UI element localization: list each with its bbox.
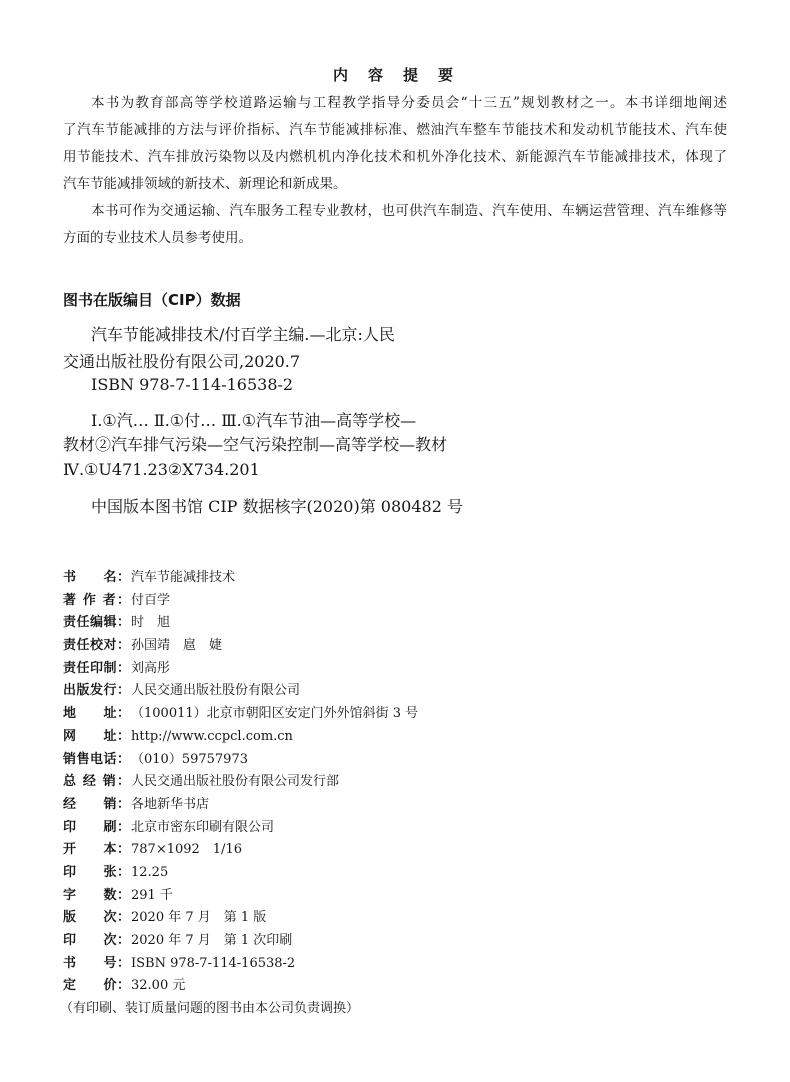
- summary-body: [63, 90, 727, 252]
- impression-row: [63, 930, 743, 953]
- colophon-value: 汽车节能减排技术: [131, 570, 236, 585]
- dealer-row: [63, 794, 743, 817]
- colophon-value: （100011）北京市朝阳区安定门外外馆斜街 3 号: [131, 706, 419, 722]
- colophon-label: 书 号：: [63, 955, 130, 971]
- word-count-row: [63, 885, 743, 908]
- editor-row: [63, 612, 743, 635]
- publisher-row: [63, 680, 743, 703]
- colophon-value: 2020 年 7 月 第 1 版: [131, 910, 267, 926]
- summary-paragraph-1-line-3: 用节能技术、汽车排放污染物以及内燃机机内净化技术和机外净化技术、新能源汽车节能减排技术，体现了: [63, 149, 727, 165]
- print-supervisor-row: [63, 658, 743, 681]
- colophon-value: 北京市密东印刷有限公司: [131, 819, 275, 835]
- colophon-value: 人民交通出版社股份有限公司发行部: [131, 774, 340, 790]
- summary-paragraph-2-line-1: 本书可作为交通运输、汽车服务工程专业教材，也可供汽车制造、汽车使用、车辆运营管理、汽车维修等: [91, 203, 727, 219]
- colophon-label: 责任印制：: [63, 660, 130, 676]
- colophon-label: 网 址：: [63, 728, 130, 744]
- colophon-value: http://www.ccpcl.com.cn: [131, 728, 293, 744]
- proofreader-row: [63, 635, 743, 658]
- colophon-value: （010）59757973: [131, 751, 248, 767]
- colophon-label: 销售电话：: [63, 751, 130, 767]
- colophon-value: ISBN 978-7-114-16538-2: [131, 955, 296, 971]
- colophon-label: 印 刷：: [63, 819, 130, 835]
- colophon-label: 责任校对：: [63, 638, 130, 654]
- summary-paragraph-2-line-2: 方面的专业技术人员参考使用。: [63, 230, 252, 246]
- cip-line-subjects-2: 教材②汽车排气污染—空气污染控制—高等学校—教材: [63, 435, 448, 454]
- cip-line-record-number: 中国版本图书馆 CIP 数据核字(2020)第 080482 号: [91, 497, 463, 516]
- colophon-label: 书 名：: [63, 570, 130, 585]
- colophon-label: 地 址：: [63, 706, 130, 722]
- summary-paragraph-1-line-4: 汽车节能减排领域的新技术、新理论和新成果。: [63, 176, 347, 192]
- colophon-label: 字 数：: [63, 887, 130, 903]
- cip-line-title-author: 汽车节能减排技术/付百学主编.—北京:人民: [91, 325, 395, 344]
- address-row: [63, 703, 743, 726]
- colophon-value: 付百学: [131, 592, 171, 608]
- colophon-value: 人民交通出版社股份有限公司: [131, 683, 301, 699]
- colophon-label: 开 本：: [63, 842, 130, 858]
- colophon-value: 各地新华书店: [131, 796, 210, 812]
- colophon-value: 12.25: [131, 864, 169, 880]
- summary-paragraph-1-line-2: 了汽车节能减排的方法与评价指标、汽车节能减排标准、燃油汽车整车节能技术和发动机节能技术、汽车使: [63, 122, 727, 138]
- colophon-value: 孙国靖 扈 婕: [131, 638, 223, 654]
- general-distributor-row: [63, 771, 743, 794]
- author-row: [63, 590, 743, 613]
- colophon: [60, 567, 743, 1021]
- colophon-label: 印 次：: [63, 933, 130, 948]
- colophon-label: 总 经 销：: [63, 774, 130, 790]
- edition-row: [63, 907, 743, 930]
- cip-line-publisher-date: 交通出版社股份有限公司,2020.7: [63, 352, 301, 371]
- sales-phone-row: [63, 749, 743, 772]
- colophon-value: 时 旭: [131, 615, 171, 631]
- cip-heading: 图书在版编目（CIP）数据: [63, 291, 241, 309]
- website-row: [63, 726, 743, 749]
- colophon-label: 经 销：: [63, 796, 130, 812]
- book-title-row: [63, 567, 743, 590]
- cip-line-subjects-1: Ⅰ.①汽… Ⅱ.①付… Ⅲ.①汽车节油—高等学校—: [91, 411, 417, 430]
- colophon-label: 出版发行：: [63, 683, 130, 699]
- quality-note: （有印刷、装订质量问题的图书由本公司负责调换）: [60, 1001, 360, 1017]
- printer-row: [63, 817, 743, 840]
- isbn-row: [63, 953, 743, 976]
- summary-heading: 内容提要: [333, 66, 474, 84]
- cip-line-isbn: ISBN 978-7-114-16538-2: [91, 375, 294, 394]
- colophon-label: 著 作 者：: [63, 592, 130, 608]
- colophon-value: 291 千: [131, 887, 173, 903]
- colophon-value: 32.00 元: [131, 978, 186, 994]
- printed-sheets-row: [63, 862, 743, 885]
- price-row: [63, 975, 743, 998]
- cip-line-classification: Ⅳ.①U471.23②X734.201: [63, 460, 260, 479]
- summary-paragraph-1-line-1: 本书为教育部高等学校道路运输与工程教学指导分委员会“十三五”规划教材之一。本书详细地阐述: [91, 95, 727, 111]
- colophon-value: 刘高彤: [131, 660, 171, 676]
- colophon-value: 2020 年 7 月 第 1 次印刷: [131, 933, 293, 948]
- colophon-label: 印 张：: [63, 864, 130, 880]
- colophon-value: 787×1092 1/16: [131, 842, 242, 858]
- colophon-label: 责任编辑：: [63, 615, 130, 631]
- format-row: [63, 839, 743, 862]
- colophon-label: 定 价：: [63, 978, 130, 994]
- colophon-label: 版 次：: [63, 910, 130, 926]
